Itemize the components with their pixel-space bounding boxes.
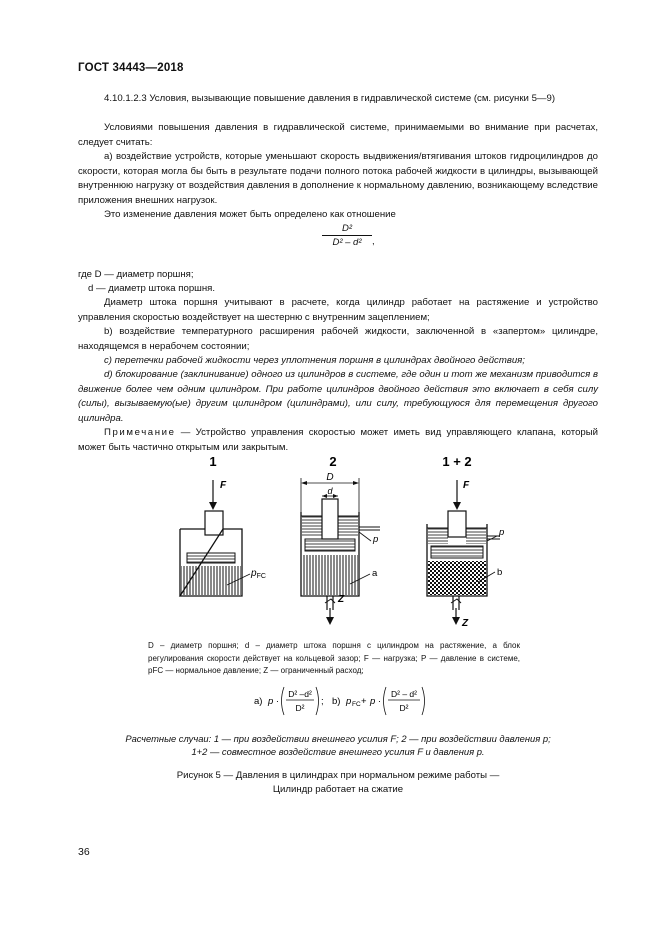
- svg-text:;: ;: [321, 696, 324, 707]
- pfc-letter: p: [251, 568, 257, 579]
- piston-rod-3: [448, 511, 466, 537]
- figure-legend: D – диаметр поршня; d – диаметр штока поршня с цилиндром на растяжение, а блок регулирования скорости действует на кольцевой зазор; F — нагрузка; P — давление в системе, pFC — нормальное давление; Z — ограниченный расход;: [148, 641, 520, 676]
- cylinder-3: [427, 480, 504, 629]
- note-text: — Устройство управления скоростью может иметь вид управляющего клапана, который может быть частично открытым или закрытым.: [78, 427, 598, 453]
- svg-text:p ·: p ·: [268, 696, 280, 707]
- label-b: b: [497, 567, 503, 578]
- figure-title-2: Цилиндр работает на сжатие: [272, 784, 404, 795]
- formula-comma: ,: [372, 236, 375, 247]
- svg-text:+: +: [361, 696, 367, 707]
- case-label-1: 1: [209, 454, 217, 469]
- pressure-label-3: p: [499, 527, 505, 538]
- svg-text:D² –d²: D² –d²: [288, 689, 312, 699]
- force-label-3: F: [463, 480, 470, 491]
- note-label: Примечание: [104, 427, 176, 438]
- svg-text:p: p: [346, 696, 352, 707]
- piston-rod-2: [322, 499, 338, 539]
- svg-text:FC: FC: [352, 701, 361, 708]
- ratio-formula: [322, 223, 372, 248]
- cases-line-2: 1+2 — совместное воздействие внешнего усилия F и давления p.: [191, 746, 485, 757]
- cylinder-1: [180, 480, 266, 596]
- where-line-1: где D — диаметр поршня;: [78, 269, 194, 280]
- fluid-1: [181, 566, 241, 595]
- piston-2: [305, 539, 355, 551]
- formula-b-label: b): [332, 696, 341, 707]
- formula-numerator: D²: [341, 223, 353, 234]
- paragraph-rod: Диаметр штока поршня учитывают в расчете, когда цилиндр работает на растяжение и устройство управления скоростью воздействует на шестерню с внутренним зацеплением;: [78, 297, 598, 323]
- figure-formulas: [254, 683, 454, 719]
- force-label-1: F: [220, 480, 227, 491]
- formula-denominator: D² – d²: [322, 235, 372, 248]
- item-b: b) воздействие температурного расширения рабочей жидкости, заключенной в «запертом» цилиндре, находящемся в нерабочем состоянии;: [78, 326, 598, 352]
- piston-3: [431, 546, 483, 558]
- cylinder-2: [301, 472, 380, 625]
- figure-title-1: Рисунок 5 — Давления в цилиндрах при нормальном режиме работы —: [176, 770, 500, 781]
- dimension-D-label: D: [326, 472, 334, 483]
- formula-a-label: a): [254, 696, 263, 707]
- label-a: a: [372, 568, 378, 579]
- page-number: 36: [78, 846, 90, 858]
- paragraph-ratio: Это изменение давления может быть определено как отношение: [104, 209, 396, 220]
- item-c: c) перетечки рабочей жидкости через уплотнения поршня в цилиндрах двойного действия;: [104, 355, 525, 366]
- svg-text:p ·: p ·: [370, 696, 382, 707]
- force-arrowhead-1: [209, 502, 217, 510]
- fluid-3: [428, 561, 486, 595]
- pfc-subscript: FC: [256, 573, 266, 580]
- piston-rod-1: [205, 511, 223, 535]
- svg-text:D²: D²: [399, 703, 409, 713]
- case-label-2: 2: [329, 454, 337, 469]
- cases-line-1: Расчетные случаи: 1 — при воздействии внешнего усилия F; 2 — при воздействии давления p;: [125, 733, 551, 744]
- pressure-label-2: p: [373, 534, 379, 545]
- where-line-2: d — диаметр штока поршня.: [88, 283, 216, 294]
- item-a: а) воздействие устройств, которые уменьшают скорость выдвижения/втягивания штоков гидроцилиндров до скорости, которая могла бы быть в результате подачи полного потока рабочей жидкости в цилиндры, вызывающей внутреннюю нагрузку от воздействия давления в дополнение к нормальному давлению, возникающему вследствие приложения внешних нагрузок.: [78, 151, 598, 206]
- svg-text:D² – d²: D² – d²: [391, 689, 417, 699]
- pfc-label: [250, 568, 266, 580]
- svg-text:D²: D²: [295, 703, 305, 713]
- clause-heading: 4.10.1.2.3 Условия, вызывающие повышение давления в гидравлической системе (см. рисунки 5—9): [104, 93, 556, 104]
- paragraph-conditions: Условиями повышения давления в гидравлической системе, принимаемыми во внимание при расчетах, следует считать:: [78, 122, 598, 148]
- document-header: ГОСТ 34443—2018: [78, 62, 184, 74]
- flow-label-2: Z: [338, 594, 345, 605]
- fluid-2: [302, 555, 358, 595]
- flow-label-3: Z: [462, 618, 469, 629]
- piston-1: [187, 553, 235, 563]
- dimension-d-label: d: [327, 486, 333, 496]
- cylinder-figure: [150, 450, 530, 640]
- case-label-3: 1 + 2: [442, 454, 472, 469]
- item-d: d) блокирование (заклинивание) одного из цилиндров в системе, где один и тот же механизм приводится в движение более чем одним цилиндром. При работе цилиндров двойного действия это включает в себя силу (силы), вызываемую(ые) другим цилиндром (цилиндрами), или силу, требующуюся для перемещения другого цилиндра.: [78, 369, 598, 424]
